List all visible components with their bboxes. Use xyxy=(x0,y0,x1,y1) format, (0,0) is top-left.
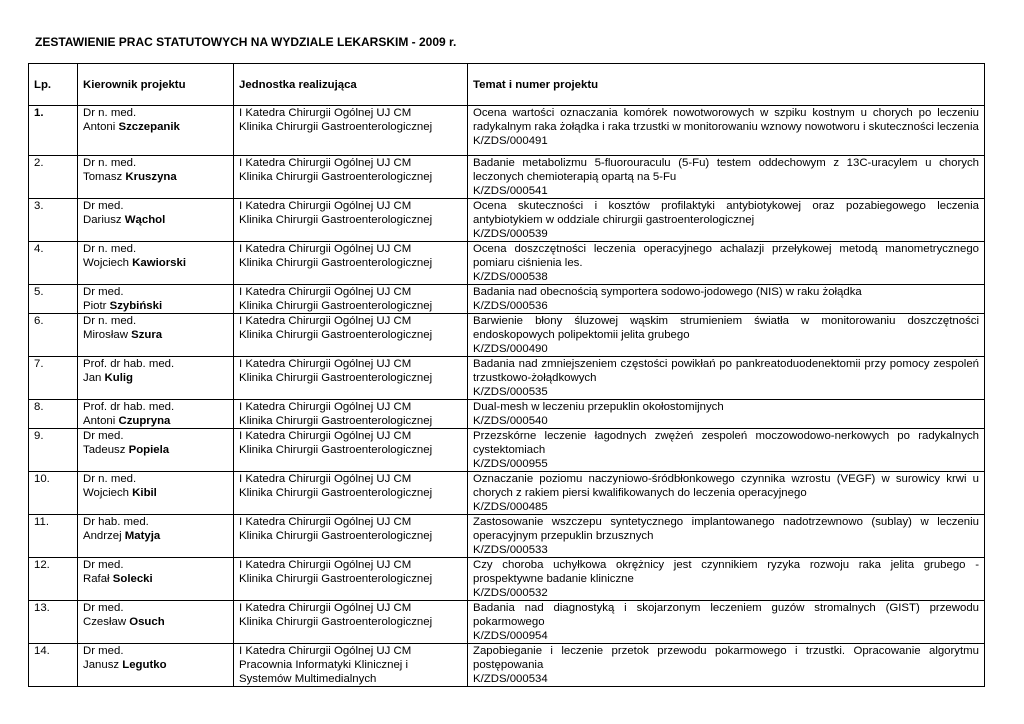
unit-line-1: I Katedra Chirurgii Ogólnej UJ CM xyxy=(239,315,412,327)
unit-line-1: I Katedra Chirurgii Ogólnej UJ CM xyxy=(239,243,412,255)
header-topic: Temat i numer projektu xyxy=(468,64,985,106)
manager-cell xyxy=(78,357,234,400)
row-number xyxy=(29,601,78,644)
unit-cell xyxy=(234,472,468,515)
unit-line-2: Klinika Chirurgii Gastroenterologicznej xyxy=(239,329,433,341)
manager-first-name: Wojciech xyxy=(83,487,133,499)
manager-first-name: Andrzej xyxy=(83,530,125,542)
table-row xyxy=(29,242,985,285)
unit-cell xyxy=(234,314,468,357)
row-number xyxy=(29,357,78,400)
table-row xyxy=(29,644,985,687)
manager-first-name: Rafał xyxy=(83,573,113,585)
manager-degree: Prof. dr hab. med. xyxy=(83,401,175,413)
row-number-text: 2. xyxy=(34,157,44,169)
table-row xyxy=(29,558,985,601)
project-number: K/ZDS/000485 xyxy=(473,501,548,513)
manager-surname: Wąchol xyxy=(124,214,166,226)
unit-line-1: I Katedra Chirurgii Ogólnej UJ CM xyxy=(239,157,412,169)
unit-line-1: I Katedra Chirurgii Ogólnej UJ CM xyxy=(239,602,412,614)
row-number-text: 9. xyxy=(34,430,44,442)
topic-cell xyxy=(468,429,985,472)
manager-surname: Kibil xyxy=(132,487,157,499)
table-row xyxy=(29,400,985,429)
unit-line-2: Klinika Chirurgii Gastroenterologicznej xyxy=(239,171,433,183)
row-number-text: 4. xyxy=(34,243,44,255)
row-number-text: 14. xyxy=(34,645,50,657)
unit-line-2: Klinika Chirurgii Gastroenterologicznej xyxy=(239,444,433,456)
unit-line-1: I Katedra Chirurgii Ogólnej UJ CM xyxy=(239,358,412,370)
row-number xyxy=(29,314,78,357)
manager-cell xyxy=(78,106,234,156)
table-row xyxy=(29,314,985,357)
row-number xyxy=(29,644,78,687)
manager-first-name: Jan xyxy=(83,372,105,384)
row-number xyxy=(29,429,78,472)
topic-cell xyxy=(468,558,985,601)
unit-cell xyxy=(234,429,468,472)
topic-cell xyxy=(468,400,985,429)
manager-surname: Popiela xyxy=(128,444,170,456)
row-number xyxy=(29,472,78,515)
topic-cell xyxy=(468,199,985,242)
unit-line-2: Klinika Chirurgii Gastroenterologicznej xyxy=(239,573,433,585)
project-number: K/ZDS/000534 xyxy=(473,673,548,685)
manager-surname: Szura xyxy=(131,329,163,341)
unit-line-2: Klinika Chirurgii Gastroenterologicznej xyxy=(239,487,433,499)
manager-degree: Dr med. xyxy=(83,602,124,614)
unit-line-2: Klinika Chirurgii Gastroenterologicznej xyxy=(239,530,433,542)
topic-cell xyxy=(468,242,985,285)
manager-cell xyxy=(78,644,234,687)
manager-cell xyxy=(78,515,234,558)
manager-cell xyxy=(78,400,234,429)
manager-cell xyxy=(78,199,234,242)
row-number-text: 7. xyxy=(34,358,44,370)
manager-cell xyxy=(78,601,234,644)
manager-first-name: Tomasz xyxy=(83,171,126,183)
row-number xyxy=(29,199,78,242)
row-number xyxy=(29,242,78,285)
table-row xyxy=(29,601,985,644)
unit-line-2: Klinika Chirurgii Gastroenterologicznej xyxy=(239,257,433,269)
manager-first-name: Janusz xyxy=(83,659,123,671)
table-header-row xyxy=(29,64,985,106)
unit-line-3: Systemów Multimedialnych xyxy=(239,673,377,685)
project-topic: Ocena wartości oznaczania komórek nowotworowych w szpiku kostnym u chorych po leczeniu radykalnym raka żołądka i raka trzustki w monitorowaniu wznowy nowotworu i skuteczności leczenia xyxy=(473,107,979,133)
unit-line-1: I Katedra Chirurgii Ogólnej UJ CM xyxy=(239,401,412,413)
manager-degree: Dr n. med. xyxy=(83,315,137,327)
project-number: K/ZDS/000538 xyxy=(473,271,548,283)
manager-first-name: Dariusz xyxy=(83,214,125,226)
project-number: K/ZDS/000491 xyxy=(473,135,548,147)
project-topic: Dual-mesh w leczeniu przepuklin okołostomijnych xyxy=(473,401,724,413)
row-number xyxy=(29,156,78,199)
project-number: K/ZDS/000490 xyxy=(473,343,548,355)
table-row xyxy=(29,429,985,472)
project-number: K/ZDS/000535 xyxy=(473,386,548,398)
unit-cell xyxy=(234,242,468,285)
topic-cell xyxy=(468,601,985,644)
manager-first-name: Antoni xyxy=(83,121,119,133)
row-number-text: 8. xyxy=(34,401,44,413)
unit-cell xyxy=(234,601,468,644)
manager-degree: Dr med. xyxy=(83,559,124,571)
manager-surname: Kawiorski xyxy=(132,257,186,269)
manager-surname: Osuch xyxy=(129,616,165,628)
manager-first-name: Antoni xyxy=(83,415,119,427)
project-topic: Badanie metabolizmu 5-fluorouraculu (5-Fu) testem oddechowym z 13C-uracylem u chorych leczonych chemioterapią opartą na 5-Fu xyxy=(473,157,979,183)
row-number-text: 12. xyxy=(34,559,50,571)
manager-cell xyxy=(78,242,234,285)
project-topic: Ocena doszczętności leczenia operacyjnego achalazji przełykowej metodą manometrycznego pomiaru ciśnienia les. xyxy=(473,243,979,269)
manager-first-name: Czesław xyxy=(83,616,130,628)
row-number xyxy=(29,106,78,156)
header-unit: Jednostka realizująca xyxy=(234,64,468,106)
manager-cell xyxy=(78,156,234,199)
table-row xyxy=(29,285,985,314)
manager-degree: Dr med. xyxy=(83,430,124,442)
manager-cell xyxy=(78,429,234,472)
manager-degree: Dr n. med. xyxy=(83,473,137,485)
unit-line-2: Klinika Chirurgii Gastroenterologicznej xyxy=(239,214,433,226)
project-topic: Badania nad diagnostyką i skojarzonym leczeniem guzów stromalnych (GIST) przewodu pokarmowego xyxy=(473,602,979,628)
header-lp: Lp. xyxy=(29,64,78,106)
unit-cell xyxy=(234,558,468,601)
unit-cell xyxy=(234,357,468,400)
row-number-text: 11. xyxy=(34,516,49,528)
topic-cell xyxy=(468,644,985,687)
topic-cell xyxy=(468,285,985,314)
header-manager: Kierownik projektu xyxy=(78,64,234,106)
row-number xyxy=(29,515,78,558)
unit-line-2: Klinika Chirurgii Gastroenterologicznej xyxy=(239,121,433,133)
project-number: K/ZDS/000954 xyxy=(473,630,548,642)
topic-cell xyxy=(468,472,985,515)
manager-first-name: Wojciech xyxy=(83,257,133,269)
row-number-text: 6. xyxy=(34,315,44,327)
unit-line-1: I Katedra Chirurgii Ogólnej UJ CM xyxy=(239,286,412,298)
project-topic: Badania nad zmniejszeniem częstości powikłań po pankreatoduodenektomii przy pomocy zespoleń trzustkowo-żołądkowych xyxy=(473,358,979,384)
unit-cell xyxy=(234,515,468,558)
topic-cell xyxy=(468,515,985,558)
row-number-text: 10. xyxy=(34,473,50,485)
manager-degree: Dr med. xyxy=(83,200,124,212)
unit-line-1: I Katedra Chirurgii Ogólnej UJ CM xyxy=(239,645,412,657)
manager-surname: Solecki xyxy=(112,573,153,585)
row-number xyxy=(29,285,78,314)
table-row xyxy=(29,106,985,156)
row-number-text: 1. xyxy=(34,107,44,119)
manager-cell xyxy=(78,472,234,515)
unit-line-2: Pracownia Informatyki Klinicznej i xyxy=(239,659,409,671)
row-number xyxy=(29,558,78,601)
project-topic: Zapobieganie i leczenie przetok przewodu pokarmowego i trzustki. Opracowanie algorytmu postępowania xyxy=(473,645,979,671)
project-topic: Zastosowanie wszczepu syntetycznego implantowanego nadotrzewnowo (sublay) w leczeniu operacyjnym przepuklin brzusznych xyxy=(473,516,979,542)
manager-first-name: Piotr xyxy=(83,300,110,312)
unit-line-2: Klinika Chirurgii Gastroenterologicznej xyxy=(239,300,433,312)
topic-cell xyxy=(468,314,985,357)
topic-cell xyxy=(468,106,985,156)
unit-line-1: I Katedra Chirurgii Ogólnej UJ CM xyxy=(239,559,412,571)
topic-cell xyxy=(468,156,985,199)
manager-surname: Matyja xyxy=(124,530,161,542)
unit-cell xyxy=(234,285,468,314)
manager-degree: Dr med. xyxy=(83,645,124,657)
manager-surname: Szybiński xyxy=(109,300,163,312)
unit-line-2: Klinika Chirurgii Gastroenterologicznej xyxy=(239,415,433,427)
manager-cell xyxy=(78,558,234,601)
unit-line-2: Klinika Chirurgii Gastroenterologicznej xyxy=(239,372,433,384)
unit-line-1: I Katedra Chirurgii Ogólnej UJ CM xyxy=(239,516,412,528)
page-title: ZESTAWIENIE PRAC STATUTOWYCH NA WYDZIALE LEKARSKIM - 2009 r. xyxy=(35,35,457,49)
project-topic: Barwienie błony śluzowej wąskim strumieniem światła w monitorowaniu doszczętności endoskopowych polipektomii jelita grubego xyxy=(473,315,979,341)
unit-line-1: I Katedra Chirurgii Ogólnej UJ CM xyxy=(239,430,412,442)
project-number: K/ZDS/000532 xyxy=(473,587,548,599)
table-row xyxy=(29,357,985,400)
manager-first-name: Tadeusz xyxy=(83,444,129,456)
row-number-text: 13. xyxy=(34,602,50,614)
table-row xyxy=(29,156,985,199)
manager-first-name: Mirosław xyxy=(83,329,132,341)
manager-degree: Dr med. xyxy=(83,286,124,298)
project-topic: Oznaczanie poziomu naczyniowo-śródbłonkowego czynnika wzrostu (VEGF) w surowicy krwi u chorych z rakiem piersi kwalifikowanych do leczenia operacyjnego xyxy=(473,473,979,499)
row-number-text: 3. xyxy=(34,200,44,212)
project-number: K/ZDS/000540 xyxy=(473,415,548,427)
manager-degree: Prof. dr hab. med. xyxy=(83,358,175,370)
project-topic: Czy choroba uchyłkowa okrężnicy jest czynnikiem ryzyka rozwoju raka jelita grubego - prospektywne badanie kliniczne xyxy=(473,559,979,585)
row-number-text: 5. xyxy=(34,286,44,298)
project-topic: Przezskórne leczenie łagodnych zwężeń zespoleń moczowodowo-nerkowych po radykalnych cystektomiach xyxy=(473,430,979,456)
unit-cell xyxy=(234,644,468,687)
unit-line-2: Klinika Chirurgii Gastroenterologicznej xyxy=(239,616,433,628)
manager-degree: Dr n. med. xyxy=(83,157,137,169)
manager-surname: Kruszyna xyxy=(125,171,177,183)
project-topic: Ocena skuteczności i kosztów profilaktyki antybiotykowej oraz pozabiegowego leczenia antybiotykiem w oddziale chirurgii gastroenterologicznej xyxy=(473,200,979,226)
unit-line-1: I Katedra Chirurgii Ogólnej UJ CM xyxy=(239,107,412,119)
manager-surname: Kulig xyxy=(104,372,134,384)
project-number: K/ZDS/000955 xyxy=(473,458,548,470)
project-number: K/ZDS/000536 xyxy=(473,300,548,312)
projects-table xyxy=(28,63,985,687)
manager-cell xyxy=(78,314,234,357)
unit-line-1: I Katedra Chirurgii Ogólnej UJ CM xyxy=(239,200,412,212)
project-number: K/ZDS/000541 xyxy=(473,185,548,197)
unit-cell xyxy=(234,199,468,242)
manager-degree: Dr hab. med. xyxy=(83,516,149,528)
manager-degree: Dr n. med. xyxy=(83,107,137,119)
table-row xyxy=(29,515,985,558)
manager-degree: Dr n. med. xyxy=(83,243,137,255)
row-number xyxy=(29,400,78,429)
table-row xyxy=(29,199,985,242)
unit-cell xyxy=(234,156,468,199)
manager-surname: Szczepanik xyxy=(118,121,180,133)
manager-surname: Czupryna xyxy=(118,415,171,427)
project-number: K/ZDS/000533 xyxy=(473,544,548,556)
project-number: K/ZDS/000539 xyxy=(473,228,548,240)
table-row xyxy=(29,472,985,515)
unit-cell xyxy=(234,400,468,429)
project-topic: Badania nad obecnością symportera sodowo-jodowego (NIS) w raku żołądka xyxy=(473,286,862,298)
manager-cell xyxy=(78,285,234,314)
unit-cell xyxy=(234,106,468,156)
topic-cell xyxy=(468,357,985,400)
manager-surname: Legutko xyxy=(122,659,167,671)
unit-line-1: I Katedra Chirurgii Ogólnej UJ CM xyxy=(239,473,412,485)
